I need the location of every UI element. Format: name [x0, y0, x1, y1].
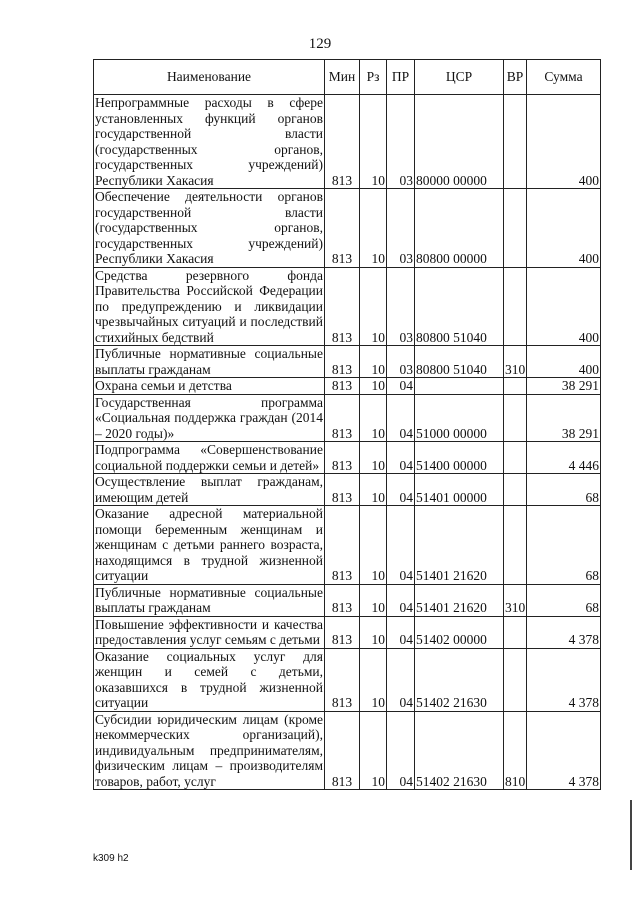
row-csr: 80000 00000 [415, 95, 504, 189]
row-min: 813 [325, 506, 360, 585]
row-name: Осуществление выплат гражданам, имеющим детей [95, 474, 323, 505]
row-vr [504, 616, 527, 648]
row-sum: 4 378 [527, 711, 601, 790]
row-pr: 04 [387, 506, 415, 585]
row-min: 813 [325, 346, 360, 378]
row-sum: 68 [527, 584, 601, 616]
column-header-name: Наименование [94, 60, 325, 95]
table-row [94, 648, 601, 711]
row-rz: 10 [360, 189, 387, 268]
column-header-rz: Рз [360, 60, 387, 95]
row-sum: 4 378 [527, 648, 601, 711]
scan-edge-mark [630, 800, 632, 870]
column-header-pr: ПР [387, 60, 415, 95]
row-rz: 10 [360, 711, 387, 790]
row-sum: 400 [527, 267, 601, 346]
row-vr [504, 506, 527, 585]
row-min: 813 [325, 584, 360, 616]
row-rz: 10 [360, 378, 387, 395]
column-header-vr: ВР [504, 60, 527, 95]
row-vr: 310 [504, 346, 527, 378]
column-header-sum: Сумма [527, 60, 601, 95]
row-pr: 04 [387, 648, 415, 711]
row-min: 813 [325, 95, 360, 189]
row-pr: 03 [387, 267, 415, 346]
row-vr [504, 95, 527, 189]
row-csr: 51402 21630 [415, 648, 504, 711]
table-row [94, 95, 601, 189]
row-name: Публичные нормативные социальные выплаты гражданам [95, 346, 323, 377]
row-vr [504, 474, 527, 506]
row-vr: 310 [504, 584, 527, 616]
row-pr: 04 [387, 584, 415, 616]
row-name: Публичные нормативные социальные выплаты гражданам [95, 584, 323, 615]
table-row [94, 584, 601, 616]
row-csr: 51402 00000 [415, 616, 504, 648]
row-rz: 10 [360, 267, 387, 346]
row-sum: 400 [527, 346, 601, 378]
row-csr: 51401 21620 [415, 506, 504, 585]
row-vr: 810 [504, 711, 527, 790]
row-name: Подпрограмма «Совершенствование социальной поддержки семьи и детей» [95, 442, 323, 473]
row-vr [504, 189, 527, 268]
row-pr: 03 [387, 95, 415, 189]
row-csr: 51400 00000 [415, 442, 504, 474]
budget-table [93, 59, 601, 790]
row-csr: 80800 00000 [415, 189, 504, 268]
row-name: Обеспечение деятельности органов государственной власти (государственных органов, государственных учреждений) Республики Хакасия [95, 189, 323, 266]
row-pr: 03 [387, 189, 415, 268]
row-vr [504, 267, 527, 346]
row-name: Оказание социальных услуг для женщин и семей с детьми, оказавшихся в трудной жизненной ситуации [95, 648, 323, 710]
row-sum: 4 378 [527, 616, 601, 648]
row-min: 813 [325, 378, 360, 395]
row-min: 813 [325, 616, 360, 648]
row-sum: 68 [527, 506, 601, 585]
row-min: 813 [325, 711, 360, 790]
table-row [94, 616, 601, 648]
row-csr: 51401 21620 [415, 584, 504, 616]
table-row [94, 394, 601, 442]
row-csr: 80800 51040 [415, 346, 504, 378]
row-rz: 10 [360, 95, 387, 189]
row-rz: 10 [360, 506, 387, 585]
row-vr [504, 394, 527, 442]
row-min: 813 [325, 474, 360, 506]
row-csr: 80800 51040 [415, 267, 504, 346]
row-rz: 10 [360, 648, 387, 711]
row-name: Средства резервного фонда Правительства Российской Федерации по предупреждению и ликвидации чрезвычайных ситуаций и последствий стихийных бедствий [95, 267, 323, 345]
row-pr: 04 [387, 442, 415, 474]
column-header-min: Мин [325, 60, 360, 95]
row-min: 813 [325, 648, 360, 711]
row-rz: 10 [360, 616, 387, 648]
table-row [94, 506, 601, 585]
row-name: Непрограммные расходы в сфере установленных функций органов государственной власти (государственных органов, государственных учреждений) Республики Хакасия [95, 95, 323, 188]
row-name: Государственная программа «Социальная поддержка граждан (2014 – 2020 годы)» [95, 394, 323, 441]
row-rz: 10 [360, 394, 387, 442]
row-name: Охрана семьи и детства [94, 378, 325, 395]
row-min: 813 [325, 394, 360, 442]
row-sum: 38 291 [527, 378, 601, 395]
row-csr [415, 378, 504, 395]
row-min: 813 [325, 189, 360, 268]
row-vr [504, 378, 527, 395]
row-pr: 04 [387, 616, 415, 648]
row-pr: 04 [387, 378, 415, 395]
row-name: Оказание адресной материальной помощи беременным женщинам и женщинам с детьми раннего возраста, находящимся в трудной жизненной ситуации [95, 506, 323, 583]
row-csr: 51000 00000 [415, 394, 504, 442]
row-rz: 10 [360, 442, 387, 474]
table-row [94, 378, 601, 395]
table-row [94, 346, 601, 378]
row-rz: 10 [360, 474, 387, 506]
row-sum: 38 291 [527, 394, 601, 442]
row-csr: 51402 21630 [415, 711, 504, 790]
row-pr: 03 [387, 346, 415, 378]
table-row [94, 474, 601, 506]
row-sum: 68 [527, 474, 601, 506]
row-sum: 400 [527, 95, 601, 189]
table-row [94, 711, 601, 790]
row-sum: 4 446 [527, 442, 601, 474]
row-pr: 04 [387, 394, 415, 442]
row-name: Повышение эффективности и качества предоставления услуг семьям с детьми [95, 616, 323, 647]
row-pr: 04 [387, 474, 415, 506]
row-csr: 51401 00000 [415, 474, 504, 506]
footer-code: k309 h2 [93, 853, 129, 864]
row-min: 813 [325, 442, 360, 474]
row-vr [504, 648, 527, 711]
table-row [94, 267, 601, 346]
page-number: 129 [308, 36, 332, 52]
table-row [94, 442, 601, 474]
row-sum: 400 [527, 189, 601, 268]
row-pr: 04 [387, 711, 415, 790]
table-row [94, 189, 601, 268]
row-name: Субсидии юридическим лицам (кроме некоммерческих организаций), индивидуальным предпринимателям, физическим лицам – производителям товаров, работ, услуг [95, 711, 323, 789]
row-min: 813 [325, 267, 360, 346]
row-rz: 10 [360, 584, 387, 616]
row-vr [504, 442, 527, 474]
table-header-row [94, 60, 601, 95]
column-header-csr: ЦСР [415, 60, 504, 95]
row-rz: 10 [360, 346, 387, 378]
